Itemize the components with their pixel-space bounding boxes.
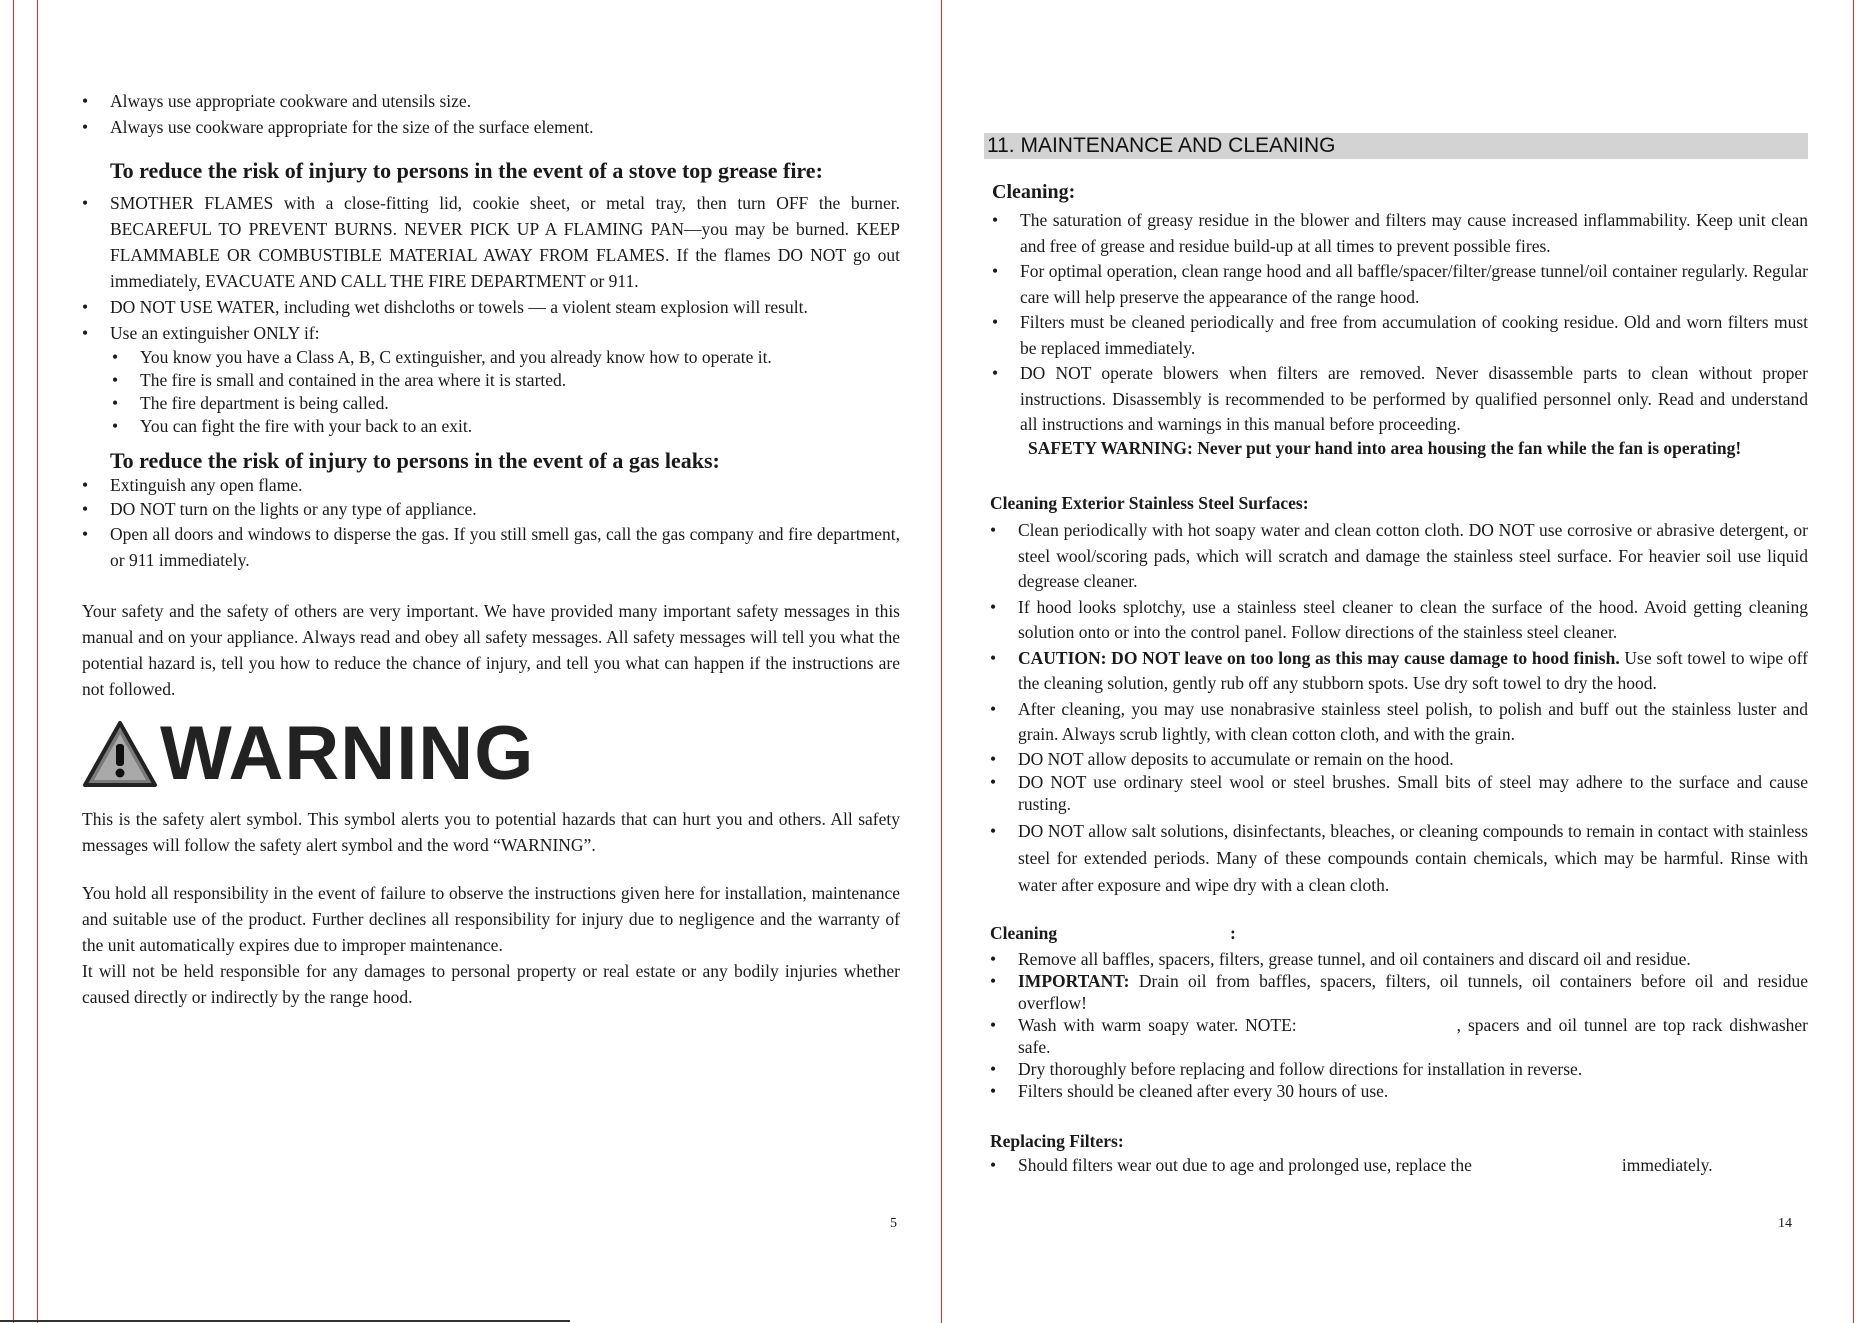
list-item: • Remove all baffles, spacers, filters, grease tunnel, and oil containers and discard oil and residue. — [990, 948, 1808, 970]
right-edge-line — [1853, 0, 1854, 1323]
list-item: • The fire is small and contained in the area where it is started. — [112, 369, 900, 392]
safety-paragraph: Your safety and the safety of others are very important. We have provided many important safety messages in this manual and on your appliance. Always read and obey all safety messages. All safety messages will tell you what the potential hazard is, tell you how to reduce the chance of injury, and tell you what can happen if the instructions are not followed. — [82, 601, 900, 699]
list-item: • Dry thoroughly before replacing and follow directions for installation in reverse. — [990, 1058, 1808, 1080]
list-item: • DO NOT allow deposits to accumulate or remain on the hood. — [990, 748, 1808, 771]
replacing-list — [990, 1154, 1808, 1176]
cleaning-parts-list — [990, 948, 1808, 1102]
list-item: • SMOTHER FLAMES with a close-fitting lid, cookie sheet, or metal tray, then turn OFF the burner. BECAREFUL TO PREVENT BURNS. NEVER PICK UP A FLAMING PAN—you may be burned. KEEP FLAMMABLE OR COMBUSTIBLE MATERIAL AWAY FROM FLAMES. If the flames DO NOT go out immediately, EVACUATE AND CALL THE FIRE DEPARTMENT or 911. — [82, 190, 900, 294]
alert-symbol-paragraph: This is the safety alert symbol. This symbol alerts you to potential hazards that can hurt you and others. All safety messages will follow the safety alert symbol and the word “WARNING”. — [82, 809, 900, 855]
list-item: • Always use cookware appropriate for the size of the surface element. — [82, 114, 900, 140]
list-item — [990, 970, 1808, 1014]
center-fold-line — [941, 0, 942, 1323]
warning-word: WARNING — [160, 711, 535, 796]
list-item: • Open all doors and windows to disperse the gas. If you still smell gas, call the gas company and fire department, or 911 immediately. — [82, 521, 900, 573]
cleaning-parts-heading — [990, 923, 1236, 944]
cleaning-parts-label: Cleaning — [990, 923, 1058, 943]
list-item: • You can fight the fire with your back to an exit. — [112, 415, 900, 438]
grease-fire-heading: To reduce the risk of injury to persons in the event of a stove top grease fire: — [110, 158, 823, 183]
list-item: • Filters must be cleaned periodically and free from accumulation of cooking residue. Old and worn filters must be replaced immediately. — [992, 310, 1808, 361]
caution-text: CAUTION: DO NOT leave on too long as this may cause damage to hood finish. — [1018, 647, 1620, 668]
responsibility-paragraph: You hold all responsibility in the event of failure to observe the instructions given here for installation, maintenance and suitable use of the product. Further declines all responsibility for injury due to negligence and the warranty of the unit automatically expires due to improper maintenance. — [82, 883, 900, 955]
page-number-left: 5 — [890, 1216, 897, 1231]
fan-safety-warning: SAFETY WARNING: Never put your hand into area housing the fan while the fan is operating! — [1028, 438, 1742, 458]
replacing-start: Should filters wear out due to age and prolonged use, replace the — [1018, 1155, 1472, 1175]
list-item: • DO NOT allow salt solutions, disinfectants, bleaches, or cleaning compounds to remain in contact with stainless steel for extended periods. Many of these compounds contain chemicals, which may be harmful. Rinse with water after exposure and wipe dry with a clean cloth. — [990, 818, 1808, 899]
stainless-heading: Cleaning Exterior Stainless Steel Surfaces: — [990, 493, 1309, 513]
cleaning-heading: Cleaning: — [992, 181, 1076, 203]
left-edge-line — [13, 0, 14, 1323]
caution-detail: Use soft towel to wipe off the cleaning solution, gently rub off any stubborn spots. Use dry soft towel to dry the hood. — [1018, 647, 1808, 693]
gas-leak-heading: To reduce the risk of injury to persons in the event of a gas leaks: — [110, 448, 720, 473]
replacing-end: immediately. — [1621, 1155, 1713, 1175]
list-item: • The fire department is being called. — [112, 392, 900, 415]
list-item — [990, 1014, 1808, 1058]
list-item: • Always use appropriate cookware and utensils size. — [82, 88, 900, 114]
list-item: • DO NOT USE WATER, including wet dishcloths or towels — a violent steam explosion will result. — [82, 294, 900, 320]
cookware-list — [82, 88, 900, 140]
gas-leak-list — [82, 474, 900, 573]
list-item — [990, 646, 1808, 697]
warning-banner — [82, 711, 535, 796]
extinguisher-lead: Use an extinguisher ONLY if: — [110, 323, 320, 343]
bottom-edge-line — [0, 1320, 570, 1322]
cleaning-parts-colon: : — [1230, 923, 1236, 943]
wash-note-start: Wash with warm soapy water. NOTE: — [1018, 1015, 1297, 1035]
cleaning-list — [992, 208, 1808, 438]
liability-paragraph: It will not be held responsible for any damages to personal property or real estate or any bodily injuries whether caused directly or indirectly by the range hood. — [82, 961, 900, 1007]
list-item: • DO NOT use ordinary steel wool or steel brushes. Small bits of steel may adhere to the surface and cause rusting. — [990, 771, 1808, 815]
list-item — [82, 320, 900, 438]
page-number-right: 14 — [1778, 1216, 1792, 1231]
replacing-filters-heading: Replacing Filters: — [990, 1131, 1124, 1151]
list-item: • After cleaning, you may use nonabrasive stainless steel polish, to polish and buff out the stainless luster and grain. Always scrub lightly, with clean cotton cloth, and with the grain. — [990, 697, 1808, 748]
extinguisher-sublist — [82, 346, 900, 438]
list-item: • For optimal operation, clean range hood and all baffle/spacer/filter/grease tunnel/oil container regularly. Regular care will help preserve the appearance of the range hood. — [992, 259, 1808, 310]
left-edge-line-inner — [37, 0, 38, 1323]
list-item: • Filters should be cleaned after every 30 hours of use. — [990, 1080, 1808, 1102]
list-item: • You know you have a Class A, B, C extinguisher, and you already know how to operate it. — [112, 346, 900, 369]
stainless-list — [990, 518, 1808, 899]
important-label: IMPORTANT: — [1018, 971, 1130, 991]
safety-alert-icon — [82, 720, 158, 788]
list-item: • If hood looks splotchy, use a stainless steel cleaner to clean the surface of the hood. Avoid getting cleaning solution onto or into the control panel. Follow directions of the stainless steel cleaner. — [990, 595, 1808, 646]
grease-fire-list — [82, 190, 900, 438]
list-item: • DO NOT operate blowers when filters are removed. Never disassemble parts to clean without proper instructions. Disassembly is recommended to be performed by qualified personnel only. Read and understand all instructions and warnings in this manual before proceeding. — [992, 361, 1808, 438]
list-item: • DO NOT turn on the lights or any type of appliance. — [82, 497, 900, 521]
list-item: • Clean periodically with hot soapy water and clean cotton cloth. DO NOT use corrosive or abrasive detergent, or steel wool/scoring pads, which will scratch and damage the stainless steel surface. For heavier soil use liquid degrease cleaner. — [990, 518, 1808, 595]
list-item: • Extinguish any open flame. — [82, 474, 900, 497]
section-title: 11. MAINTENANCE AND CLEANING — [984, 133, 1808, 159]
list-item: • The saturation of greasy residue in the blower and filters may cause increased inflammability. Keep unit clean and free of grease and residue build-up at all times to prevent possible fires. — [992, 208, 1808, 259]
list-item — [990, 1154, 1808, 1176]
wash-note-end: , spacers and oil tunnel are top rack dishwasher safe. — [1018, 1015, 1808, 1057]
important-detail: Drain oil from baffles, spacers, filters, oil tunnels, oil containers before oil and residue overflow! — [1018, 971, 1808, 1013]
